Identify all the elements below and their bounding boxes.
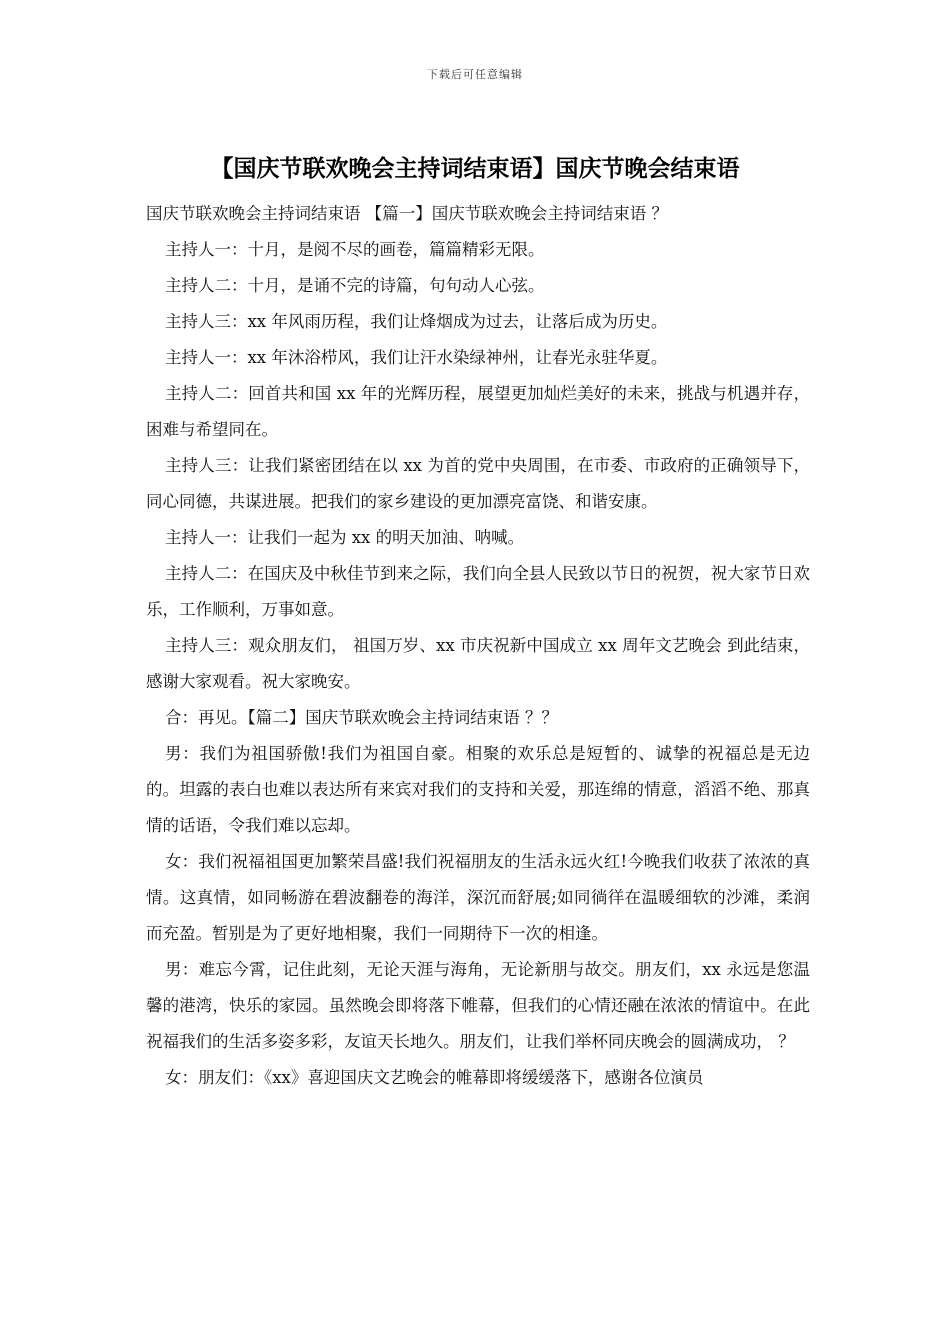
paragraph: 主持人一：让我们一起为 xx 的明天加油、呐喊。 <box>165 528 525 547</box>
paragraph: 女：我们祝福祖国更加繁荣昌盛!我们祝福朋友的生活永远火红!今晚我们收获了浓浓的真情。这真情，如同畅游在碧波翻卷的海洋，深沉而舒展;如同徜徉在温暖细软的沙滩，柔润而充盈。暂别是为了更好地相聚，我们一同期待下一次的相逢。 <box>146 852 810 943</box>
paragraph: 国庆节联欢晚会主持词结束语 【篇一】国庆节联欢晚会主持词结束语 ？ <box>146 204 668 223</box>
paragraph: 男：我们为祖国骄傲!我们为祖国自豪。相聚的欢乐总是短暂的、诚挚的祝福总是无边的。坦露的表白也难以表达所有来宾对我们的支持和关爱，那连绵的情意，滔滔不绝、那真情的话语，令我们难以忘却。 <box>146 744 810 835</box>
paragraph: 主持人一：十月，是阅不尽的画卷，篇篇精彩无限。 <box>165 240 545 259</box>
paragraph: 主持人一：xx 年沐浴栉风，我们让汗水染绿神州，让春光永驻华夏。 <box>165 348 668 367</box>
paragraph: 主持人三：观众朋友们， 祖国万岁、xx 市庆祝新中国成立 xx 周年文艺晚会 到此结束，感谢大家观看。祝大家晚安。 <box>146 636 810 691</box>
header-note: 下载后可任意编辑 <box>427 68 523 81</box>
paragraph: 主持人二：在国庆及中秋佳节到来之际，我们向全县人民致以节日的祝贺，祝大家节日欢乐，工作顺利，万事如意。 <box>146 564 810 619</box>
document-title: 【国庆节联欢晚会主持词结束语】国庆节晚会结束语 <box>210 156 740 182</box>
paragraph: 主持人三：让我们紧密团结在以 xx 为首的党中央周围，在市委、市政府的正确领导下，同心同德，共谋进展。把我们的家乡建设的更加漂亮富饶、和谐安康。 <box>146 456 810 511</box>
paragraph: 主持人二：十月，是诵不完的诗篇，句句动人心弦。 <box>165 276 545 295</box>
paragraph: 主持人二：回首共和国 xx 年的光辉历程，展望更加灿烂美好的未来，挑战与机遇并存，困难与希望同在。 <box>146 384 810 439</box>
document-body <box>146 196 810 1096</box>
paragraph: 男：难忘今霄，记住此刻，无论天涯与海角，无论新朋与故交。朋友们，xx 永远是您温馨的港湾，快乐的家园。虽然晚会即将落下帷幕，但我们的心情还融在浓浓的情谊中。在此祝福我们的生活多姿多彩，友谊天长地久。朋友们，让我们举杯同庆晚会的圆满成功， ？ <box>146 960 810 1051</box>
paragraph: 女：朋友们：《xx》喜迎国庆文艺晚会的帷幕即将缓缓落下，感谢各位演员 <box>165 1068 704 1087</box>
paragraph: 合：再见。【篇二】国庆节联欢晚会主持词结束语 ？？ <box>165 708 558 727</box>
paragraph: 主持人三：xx 年风雨历程，我们让烽烟成为过去，让落后成为历史。 <box>165 312 668 331</box>
